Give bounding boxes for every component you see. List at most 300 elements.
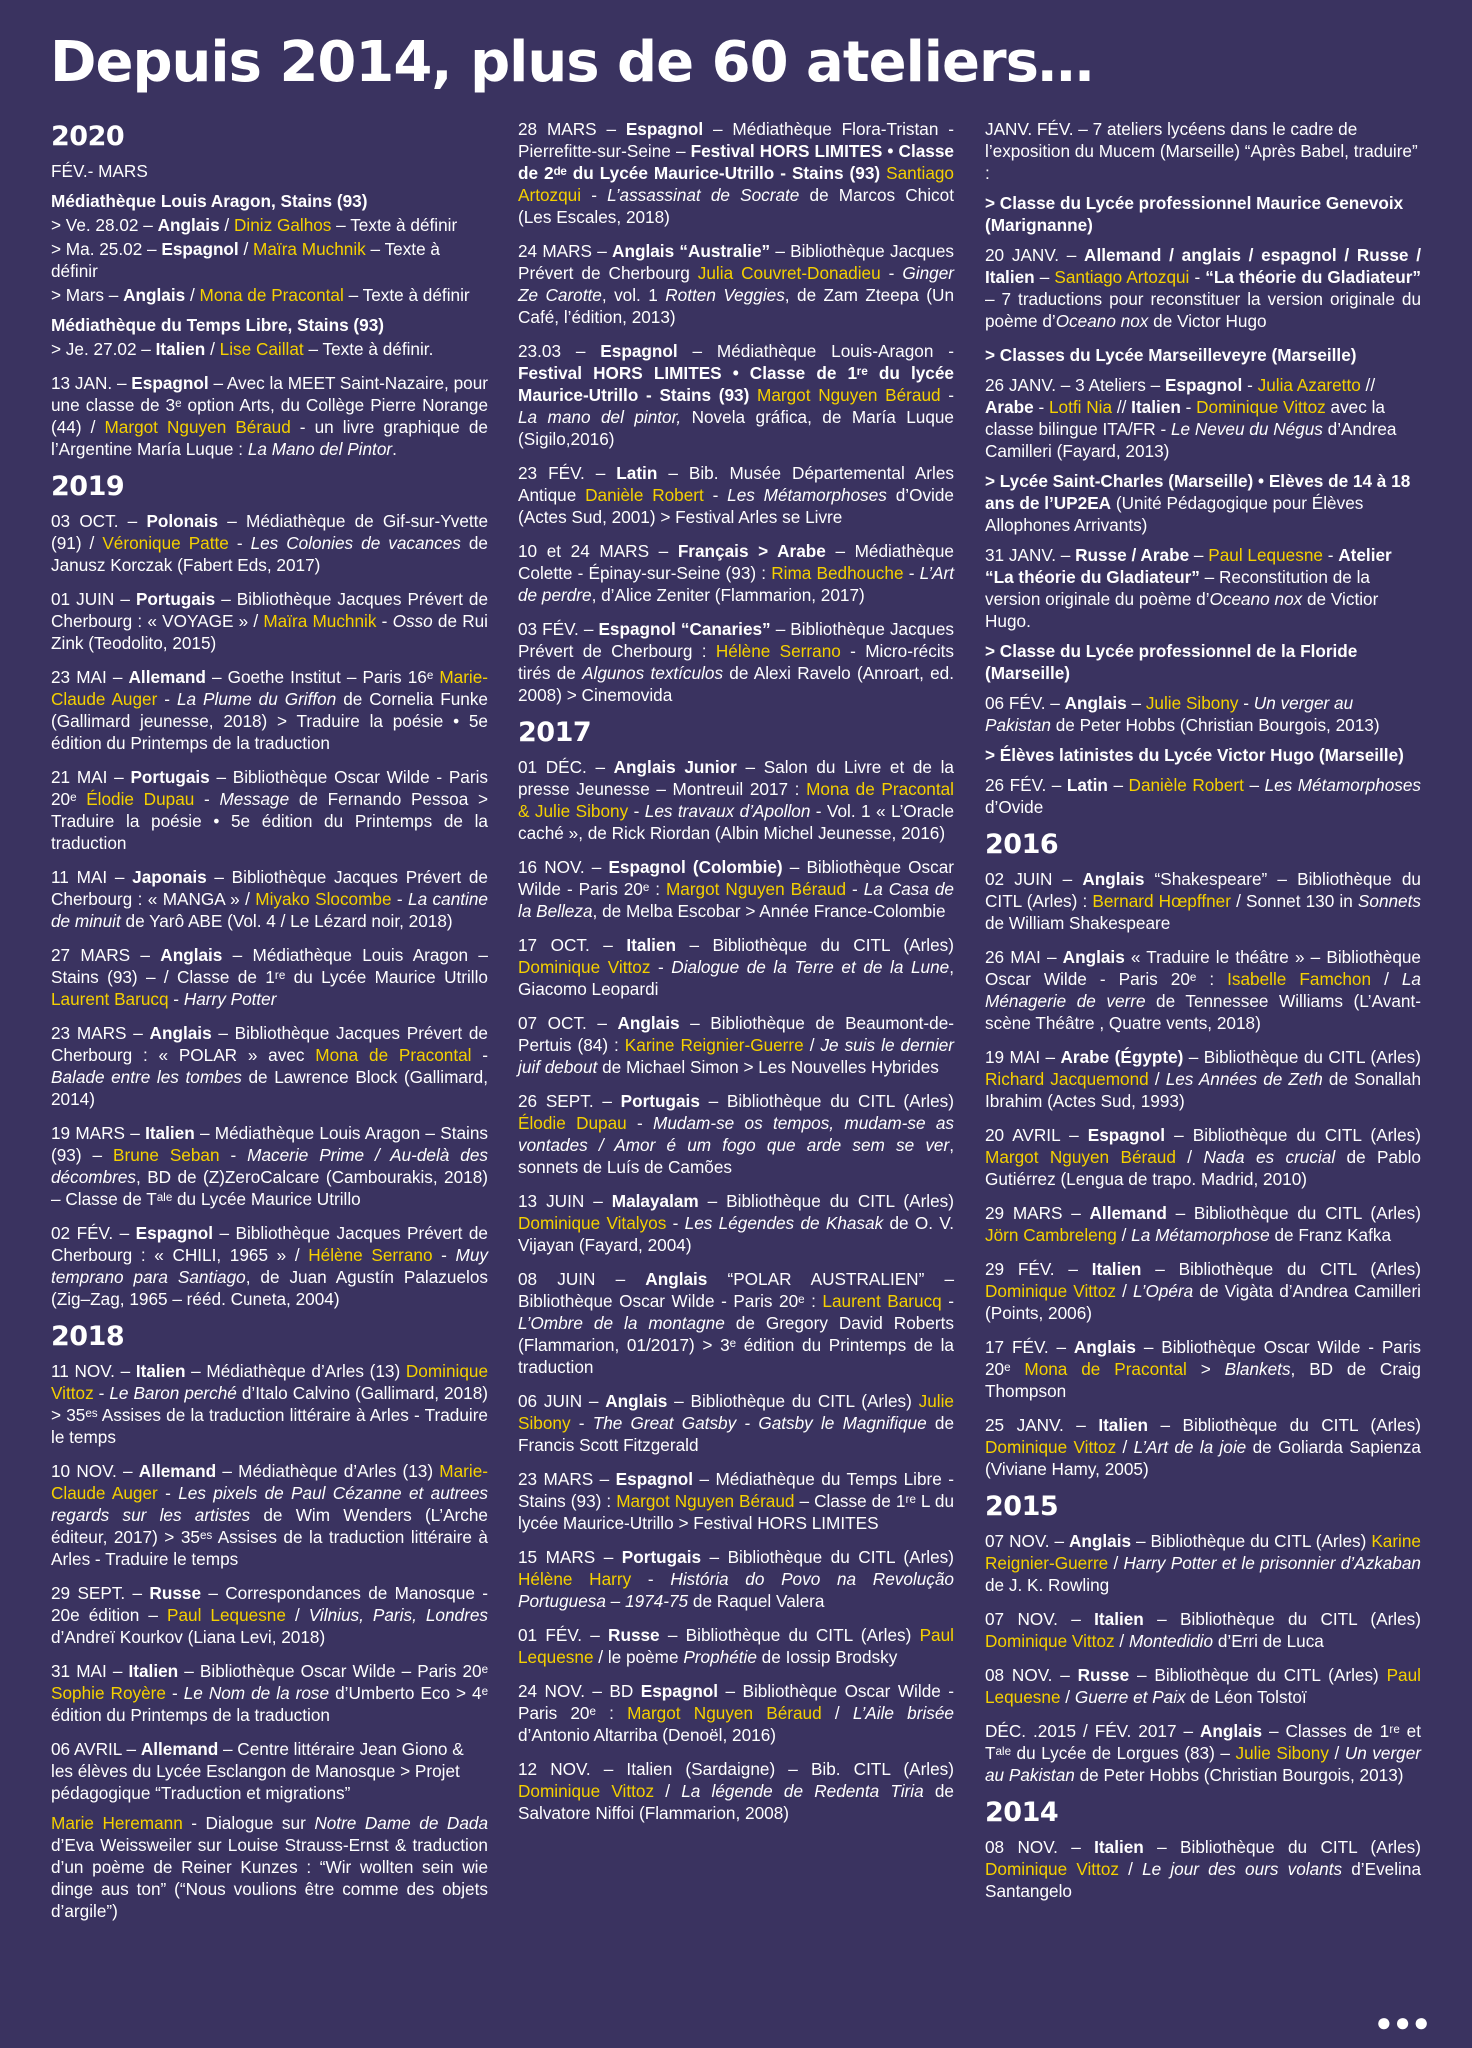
language-label: Espagnol [600,341,678,361]
workshop-entry [518,856,954,922]
entry-text: / [285,1605,309,1625]
entry-text: – [1243,775,1265,795]
entry-text: de Goliarda Sapienza (Viviane Hamy, 2005) [985,1437,1421,1479]
workshop-entry [985,692,1421,736]
entry-text: 23 FÉV. – [518,463,617,483]
language-label: Anglais [1069,1531,1132,1551]
entry-text: 20 AVRIL – [985,1125,1088,1145]
entry-text: 23.03 – [518,341,601,361]
work-title: Nada es crucial [1203,1147,1336,1167]
language-label: Anglais [157,215,220,235]
work-title: Macerie Prime / Au-delà des décombres [51,1145,489,1187]
language-label: Anglais [1064,693,1127,713]
entry-text: - [1189,267,1206,287]
translator-name: Margot Nguyen Béraud [757,385,941,405]
entry-text: / [821,1703,853,1723]
language-label: Anglais [160,945,223,965]
language-label: Espagnol (Colombie) [608,857,783,877]
workshop-entry [985,1046,1421,1112]
entry-text: - [903,563,920,583]
entry-text: 06 JUIN – [518,1391,606,1411]
column-3 [985,118,1421,1914]
entry-text: – [1107,775,1129,795]
language-label: Anglais [617,1013,680,1033]
language-label: Russe [1077,1665,1130,1685]
column-2 [518,118,954,1836]
workshop-entry [985,774,1421,818]
translator-name: Marie Heremann [51,1813,183,1833]
entry-text: 11 MAI – [51,867,133,887]
year-heading: 2019 [51,471,125,502]
entry-text: 28 MARS – [518,119,626,139]
entry-text: 23 MARS – [51,1023,150,1043]
entry-text: – Goethe Institut – Paris 16ᵉ [205,667,440,687]
entry-text: 10 et 24 MARS – [518,541,678,561]
entry-text: - [1180,397,1197,417]
work-title: Algunos textículos [582,663,724,683]
translator-name: Laurent Barucq [51,989,169,1009]
translator-name: Marie-Claude Auger [51,1461,488,1503]
entry-text: – Médiathèque d’Arles (13) [216,1461,440,1481]
translator-name: Dominique Vittoz [985,1631,1115,1651]
entry-text: – Bibliothèque du CITL (Arles) [1183,1047,1421,1067]
workshop-entry [985,470,1421,536]
translator-name: Mona de Pracontal [199,285,344,305]
translator-name: Danièle Robert [1128,775,1244,795]
entry-text: - [626,1113,654,1133]
work-title: L’Art de perdre [518,563,955,605]
entry-text: d’Ovide (Actes Sud, 2001) > Festival Arles se Livre [518,485,954,527]
translator-name: Margot Nguyen Béraud [627,1703,822,1723]
workshop-entry [51,190,488,212]
entry-text: de Francis Scott Fitzgerald [518,1413,954,1455]
workshop-entry [985,1664,1421,1708]
entry-text: > Mars – [51,285,124,305]
language-label: Anglais [1073,1337,1136,1357]
entry-text: , de Juan Agustín Palazuelos (Zig–Zag, 1965 – rééd. Cuneta, 2004) [51,1267,488,1309]
entry-text: Novela gráfica, de María Luque (Sigilo,2016) [518,407,954,449]
workshop-entry [518,1680,954,1746]
workshop-entry [51,214,488,236]
year-heading: 2016 [985,829,1059,860]
entry-text: 26 FÉV. – [985,775,1067,795]
entry-text: avec la classe bilingue ITA/FR - [985,397,1385,439]
entry-text: de Iossip Brodsky [756,1647,898,1667]
translator-name: Élodie Dupau [518,1113,627,1133]
entry-text: / [1371,969,1402,989]
entry-text: 01 JUIN – [51,589,136,609]
language-label: Portugais [135,589,216,609]
entry-text: de Michael Simon > Les Nouvelles Hybrides [597,1057,939,1077]
translator-name: Margot Nguyen Béraud [985,1147,1176,1167]
entry-text: “Shakespeare” – Bibliothèque du CITL (Arles) : [985,869,1421,911]
language-label: Japonais [132,867,207,887]
work-title: História do Povo na Revolução Portuguesa – 1974-75 [518,1569,954,1611]
language-label: Allemand [138,1461,217,1481]
entry-text: 08 NOV. – [985,1665,1078,1685]
workshop-entry [518,540,954,606]
language-label: Espagnol [1164,375,1243,395]
entry-text: de Léon Tolstoï [1185,1687,1307,1707]
entry-text: / [1119,1859,1143,1879]
entry-text: 07 NOV. – [985,1531,1069,1551]
language-label: Latin [1066,775,1108,795]
translator-name: Lise Caillat [219,339,304,359]
workshop-entry [51,866,488,932]
workshop-entry [51,944,488,1010]
entry-text: / [1116,1437,1134,1457]
entry-text: 27 MARS – [51,945,161,965]
page-title: Depuis 2014, plus de 60 ateliers… [50,30,1093,95]
year-heading: 2018 [51,1321,125,1352]
entry-text: – Médiathèque Louis-Aragon - [677,341,954,361]
work-title: Le jour des ours volants [1142,1859,1343,1879]
language-label: Arabe [985,397,1034,417]
entry-text: / [1328,1743,1345,1763]
language-label: Espagnol [131,373,209,393]
work-title: La mano del pintor, [518,407,682,427]
translator-name: Dominique Vittoz [518,957,651,977]
entry-text: – Texte à définir [331,215,458,235]
entry-text: - Vol. 1 « L’Oracle caché », de Rick Riordan (Albin Michel Jeunesse, 2016) [518,801,955,843]
entry-text: - [168,989,184,1009]
entry-text: – Avec la MEET Saint-Nazaire, pour une classe de 3ᵉ option Arts, du Collège Pierre Norange (44) / [51,373,488,437]
entry-text: - [1242,375,1258,395]
workshop-entry [51,1022,488,1110]
translator-name: Paul Lequesne [1208,545,1323,565]
work-title: Notre Dame de Dada [314,1813,488,1833]
entry-text: // [1360,375,1376,395]
translator-name: Mona de Pracontal [315,1045,472,1065]
translator-name: Jörn Cambreleng [985,1225,1117,1245]
entry-text: de Victor Hugo [1148,311,1267,331]
entry-text: - Micro-récits tirés de [518,641,955,683]
work-title: L’assassinat de Socrate [607,185,800,205]
workshop-entry [518,1090,954,1178]
language-label: > Classe du Lycée professionnel de la Floride (Marseille) [985,641,1358,683]
entry-text: 24 MARS – [518,241,613,261]
translator-name: Mona de Pracontal [1024,1359,1187,1379]
work-title: L’Art de la joie [1133,1437,1247,1457]
translator-name: Paul Lequesne [518,1625,954,1667]
language-label: Latin [616,463,658,483]
workshop-entry [985,744,1421,766]
entry-text: 07 OCT. – [518,1013,618,1033]
workshop-entry [51,160,488,182]
work-title: Les travaux d’Apollon [644,801,811,821]
work-title: La légende de Redenta Tiria [681,1781,924,1801]
entry-text: d’Antonio Altarriba (Denoël, 2016) [518,1725,776,1745]
translator-name: Mona de Pracontal & Julie Sibony [518,779,954,821]
language-label: Anglais [149,1023,212,1043]
entry-text: – Bibliothèque du CITL (Arles) [698,1191,954,1211]
entry-text: 23 MARS – [518,1469,616,1489]
entry-text: d’Italo Calvino (Gallimard, 2018) > 35ᵉˢ Assises de la traduction littéraire à Arles - Traduire le temps [51,1383,488,1447]
entry-text: 15 MARS – [518,1547,622,1567]
entry-text: - [432,1245,456,1265]
entry-text: d’Evelina Santangelo [985,1859,1421,1901]
entry-text: de Pablo Gutiérrez (Lengua de trapo. Madrid, 2010) [985,1147,1421,1189]
entry-text: , vol. 1 [601,285,666,305]
translator-name: Hélène Serrano [308,1245,433,1265]
translator-name: Julie Sibony [1145,693,1239,713]
language-label: Portugais [620,1091,700,1111]
year-heading: 2020 [51,121,125,152]
language-label: Arabe (Égypte) [1060,1047,1184,1067]
workshop-entry [51,1122,488,1210]
workshop-entry [985,868,1421,934]
workshop-entry [51,338,488,360]
entry-text: 29 FÉV. – [985,1259,1092,1279]
entry-text: - [631,1569,671,1589]
workshop-entry [985,1336,1421,1402]
entry-text: 17 OCT. – [518,935,627,955]
entry-text: - [581,185,608,205]
language-label: Russe [149,1583,202,1603]
workshop-entry [518,1468,954,1534]
translator-name: Maïra Muchnik [253,239,366,259]
entry-text: > Ma. 25.02 – [51,239,162,259]
language-label: > Classes du Lycée Marseilleveyre (Marseille) [985,345,1357,365]
language-label: Anglais [605,1391,668,1411]
entry-text: / [1115,1281,1134,1301]
language-label: Espagnol [161,239,239,259]
entry-text: – Bibliothèque Jacques Prévert de Cherbourg : « POLAR » avec [51,1023,488,1065]
workshop-entry [51,238,488,282]
entry-text: 24 NOV. – BD [518,1681,641,1701]
language-label: Allemand [128,667,206,687]
work-title: Vilnius, Paris, Londres [308,1605,488,1625]
entry-text: de Cornelia Funke (Gallimard jeunesse, 2018) > Traduire la poésie • 5e édition du Printemps de la traduction [51,689,488,753]
entry-text: , sonnets de Luís de Camões [518,1135,954,1177]
workshop-entry [518,1624,954,1668]
entry-text: / [1114,1631,1129,1651]
language-label: Anglais [1082,869,1145,889]
work-title: Osso [392,611,433,631]
workshop-entry [518,1390,954,1456]
entry-text: - [650,957,672,977]
translator-name: Julia Couvret-Donadieu [697,263,881,283]
work-title: Oceano nox [1055,311,1149,331]
translator-name: Dominique Vittoz [51,1361,489,1403]
work-title: Sonnets [1357,891,1421,911]
translator-name: Santiago Artozqui [1054,267,1190,287]
workshop-entry [51,1360,488,1448]
translator-name: Diniz Galhos [233,215,332,235]
workshop-entry [985,640,1421,684]
work-title: Un verger au Pakistan [985,693,1354,735]
entry-text: de O. V. Vijayan (Fayard, 2004) [518,1213,954,1255]
translator-name: Julie Sibony [518,1391,954,1433]
entry-text: – Bib. Musée Départemental Arles Antique [518,463,954,505]
work-title: Les pixels de Paul Cézanne et autrees regards sur les artistes [51,1483,488,1525]
entry-text: – Texte à définir [51,239,440,281]
workshop-entry [518,1546,954,1612]
translator-name: Julie Sibony [1235,1743,1329,1763]
entry-text: , de Melba Escobar > Année France-Colombie [592,901,946,921]
entry-text: - [228,533,251,553]
entry-text: de Janusz Korczak (Fabert Eds, 2017) [51,533,488,575]
entry-text: - [666,1213,685,1233]
entry-text: / [1148,1069,1166,1089]
language-label: Anglais Junior [613,757,737,777]
entry-text: – Bibliothèque du CITL (Arles) [1147,1415,1421,1435]
language-label: Festival HORS LIMITES • Classe de 1ʳᵉ du lycée Maurice-Utrillo - Stains (93) [518,363,954,405]
entry-text: 01 FÉV. – [518,1625,609,1645]
workshop-entry [518,118,954,228]
entry-text: , BD de Craig Thompson [985,1359,1421,1401]
language-label: Atelier “La théorie du Gladiateur” [985,545,1392,587]
language-label: Portugais [621,1547,702,1567]
entry-text: – Bibliothèque du CITL (Arles) [1166,1203,1421,1223]
language-label: Espagnol [135,1223,214,1243]
entry-text [749,385,757,405]
language-label: Polonais [146,511,219,531]
work-title: La Casa de la Belleza [518,879,954,921]
workshop-entry [51,588,488,654]
entry-text: 02 FÉV. – [51,1223,136,1243]
work-title: Balade entre les tombes [51,1067,242,1087]
workshop-entry [518,1190,954,1256]
entry-text: . [392,439,397,459]
entry-text: - [471,1045,488,1065]
work-title: Guerre et Paix [1074,1687,1186,1707]
language-label: > Élèves latinistes du Lycée Victor Hugo (Marseille) [985,745,1404,765]
entry-text: / [238,239,254,259]
entry-text: de Raquel Valera [688,1591,825,1611]
entry-text: - [376,611,393,631]
entry-text: / [1116,1225,1132,1245]
workshop-entry [51,1460,488,1570]
entry-text: - [391,889,409,909]
workshop-entry [985,1608,1421,1652]
entry-text: – Bibliothèque Jacques Prévert de Cherbourg : [518,619,954,661]
entry-text: 08 NOV. – [985,1837,1095,1857]
language-label: Français > Arabe [677,541,826,561]
entry-text: 31 MAI – [51,1661,129,1681]
entry-text: 13 JAN. – [51,373,132,393]
workshop-entry [985,1836,1421,1902]
entry-text: – 7 traductions pour reconstituer la version originale du poème d’ [985,289,1421,331]
workshop-entry [518,462,954,528]
workshop-entry [985,544,1421,632]
entry-text: – Correspondances de Manosque - 20e édition – [51,1583,488,1625]
entry-text: / [219,215,234,235]
entry-text: - [219,1145,248,1165]
entry-text: d’Erri de Luca [1213,1631,1324,1651]
entry-text: de Franz Kafka [1269,1225,1392,1245]
language-label: Italien [155,339,206,359]
entry-text: 03 OCT. – [51,511,147,531]
entry-text: 06 AVRIL – [51,1739,141,1759]
translator-name: Dominique Vittoz [985,1437,1117,1457]
work-title: Blankets [1224,1359,1291,1379]
entry-text: – Bibliothèque Oscar Wilde – Paris 20ᵉ [178,1661,488,1681]
translator-name: Marie-Claude Auger [51,667,489,709]
entry-text: de Wim Wenders (L’Arche éditeur, 2017) > 35ᵉˢ Assises de la traduction littéraire à Arles - Traduire le temps [51,1505,488,1569]
work-title: Les Années de Zeth [1165,1069,1323,1089]
entry-text: (Unité Pédagogique pour Élèves Allophones Arrivants) [985,493,1364,535]
language-label: Italien [1094,1837,1144,1857]
workshop-entry [51,284,488,306]
entry-text: - [880,263,903,283]
work-title: Les Métamorphoses [727,485,887,505]
language-label: Italien [128,1661,179,1681]
entry-text: - [703,485,728,505]
entry-text: – Salon du Livre et de la presse Jeunesse – Montreuil 2017 : [518,757,954,799]
work-title: La Métamorphose [1131,1225,1270,1245]
entry-text: , de Zam Zteepa (Un Café, l’édition, 2013) [518,285,955,327]
entry-text: d’Ovide [985,797,1044,817]
entry-text: 16 NOV. – [518,857,609,877]
translator-name: Rima Bedhouche [771,563,904,583]
entry-text: de Yarô ABE (Vol. 4 / Le Lézard noir, 2018) [120,911,453,931]
workshop-entry [985,1202,1421,1246]
work-title: La Ménagerie de verre [985,969,1421,1011]
language-label: Espagnol [640,1681,719,1701]
workshop-entry [51,766,488,854]
workshop-entry [51,1812,488,1922]
translator-name: Bernard Hœpffner [1092,891,1231,911]
entry-text: - [1238,693,1254,713]
entry-text: – [1034,267,1055,287]
entry-text: 08 JUIN – [518,1269,646,1289]
entry-text: > [1186,1359,1225,1379]
entry-text: / [803,1035,821,1055]
entry-text: – [1126,693,1146,713]
language-label: Allemand [1089,1203,1167,1223]
entry-text: - [1033,397,1049,417]
entry-text: > Ve. 28.02 – [51,215,158,235]
entry-text: / [205,339,220,359]
entry-text: - [157,1483,179,1503]
entry-text: - [846,879,864,899]
work-title: Prophétie [683,1647,757,1667]
entry-text: 26 MAI – [985,947,1063,967]
translator-name: Karine Reignier-Guerre [624,1035,804,1055]
workshop-entry [51,372,488,460]
workshop-entry [985,1720,1421,1786]
entry-text: d’Umberto Eco > 4ᵉ édition du Printemps de la traduction [51,1683,489,1725]
workshop-entry [51,1738,488,1804]
entry-text: – Bibliothèque Jacques Prévert de Cherbourg : « MANGA » / [51,867,488,909]
workshop-entry [518,1268,954,1378]
entry-text: – Bibliothèque du CITL (Arles) [1131,1531,1372,1551]
entry-text: 26 JANV. – 3 Ateliers – [985,375,1165,395]
entry-text: 19 MARS – [51,1123,146,1143]
workshop-entry [985,1530,1421,1596]
language-label: Russe / Arabe [1075,545,1190,565]
workshop-entry [51,314,488,336]
entry-text: DÉC. .2015 / FÉV. 2017 – [985,1721,1200,1741]
entry-text: – Bibliothèque Oscar Wilde - Paris 20ᵉ [51,767,489,809]
work-title: Le Neveu du Négus [1170,419,1323,439]
work-title: Muy temprano para Santiago [51,1245,488,1287]
entry-text: 12 NOV. – Italien (Sardaigne) – Bib. CITL (Arles) [518,1759,954,1779]
language-label: Espagnol [625,119,704,139]
workshop-entry [985,344,1421,366]
entry-text: de J. K. Rowling [985,1575,1110,1595]
language-label: Anglais [645,1269,708,1289]
entry-text: 02 JUIN – [985,869,1083,889]
translator-name: Élodie Dupau [86,789,195,809]
work-title: Ginger Ze Carotte [518,263,954,305]
entry-text: – Bibliothèque Jacques Prévert de Cherbourg : « CHILI, 1965 » / [51,1223,488,1265]
entry-text: – Bibliothèque du CITL (Arles) [659,1625,920,1645]
entry-text: de Marcos Chicot (Les Escales, 2018) [518,185,954,227]
entry-text: // [1112,397,1132,417]
entry-text: de Victior Hugo. [985,589,1379,631]
